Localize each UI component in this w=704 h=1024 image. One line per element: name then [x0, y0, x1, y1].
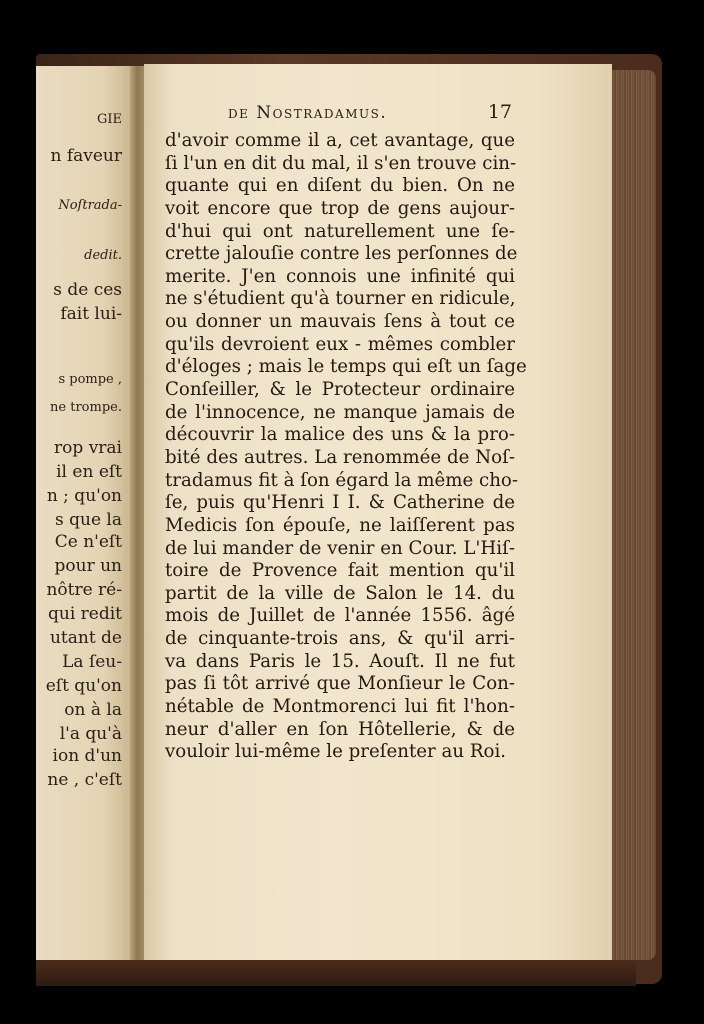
left-fragment: eſt qu'on	[45, 676, 122, 696]
page-header	[188, 103, 518, 129]
text-line: partit de la ville de Salon le 14. du	[165, 582, 515, 604]
page-number: 17	[487, 101, 512, 123]
running-head: de Nostradamus.	[228, 103, 388, 123]
text-line: crette jalouſie contre les perſonnes de	[165, 243, 518, 265]
page-edges	[612, 70, 656, 960]
left-fragment: Ce n'eſt	[54, 532, 122, 552]
left-fragment: s pompe ,	[58, 372, 122, 387]
text-line: vouloir lui-même le preſenter au Roi.	[165, 741, 507, 763]
left-fragment: pour un	[54, 556, 122, 576]
left-page	[36, 66, 132, 964]
left-fragment: qui redit	[47, 604, 122, 624]
left-fragment: Noſtrada-	[58, 198, 122, 213]
left-fragment: ion d'un	[52, 746, 122, 766]
text-line: ſe, puis qu'Henri I I. & Catherine de	[165, 492, 515, 514]
text-line: tradamus fit à ſon égard la même cho-	[165, 469, 519, 491]
text-line: nétable de Montmorenci lui fit l'hon-	[165, 696, 515, 718]
left-fragment: La ſeu-	[62, 652, 122, 672]
text-line: va dans Paris le 15. Aouſt. Il ne fut	[165, 650, 515, 672]
text-line: de cinquante-trois ans, & qu'il arri-	[165, 628, 515, 650]
text-line: ou donner un mauvais ſens à tout ce	[165, 311, 515, 333]
text-line: quante qui en diſent du bien. On ne	[165, 175, 515, 197]
left-fragment: dedit.	[84, 248, 122, 263]
left-fragment: fait lui-	[60, 304, 122, 324]
text-line: d'éloges ; mais le temps qui eſt un ſage	[165, 356, 527, 378]
text-line: ſi l'un en dit du mal, il s'en trouve cin-	[165, 152, 517, 174]
text-line: Medicis ſon épouſe, ne laiſſerent pas	[165, 514, 515, 536]
text-line: de l'innocence, ne manque jamais de	[165, 401, 515, 423]
left-fragment: n ; qu'on	[46, 486, 122, 506]
left-fragment: GIE	[96, 112, 122, 127]
text-line: d'hui qui ont naturellement une ſe-	[165, 220, 515, 242]
text-line: pas ſi tôt arrivé que Monſieur le Con-	[165, 673, 515, 695]
left-fragment: on à la	[64, 700, 122, 720]
left-fragment: rop vrai	[54, 438, 122, 458]
text-line: neur d'aller en ſon Hôtellerie, & de	[165, 718, 515, 740]
text-line: merite. J'en connois une infinité qui	[165, 265, 515, 287]
book-bottom-board	[36, 960, 636, 986]
left-fragment: l'a qu'à	[59, 724, 122, 744]
text-line: mois de Juillet de l'année 1556. âgé	[165, 605, 515, 627]
left-fragment: n faveur	[50, 146, 122, 166]
left-fragment: s de ces	[53, 280, 122, 300]
text-line: Conſeiller, & le Protecteur ordinaire	[165, 379, 515, 401]
text-line: toire de Provence fait mention qu'il	[165, 560, 515, 582]
left-fragment: nôtre ré-	[46, 580, 122, 600]
left-fragment: ne , c'eſt	[47, 770, 122, 790]
left-fragment: s que la	[55, 510, 122, 530]
text-line: de lui mander de venir en Cour. L'Hiſ-	[165, 537, 515, 559]
text-line: découvrir la malice des uns & la pro-	[165, 424, 515, 446]
left-fragment: il en eſt	[56, 462, 122, 482]
left-fragment: ne trompe.	[50, 400, 122, 415]
text-line: d'avoir comme il a, cet avantage, que	[165, 130, 515, 151]
text-line: qu'ils devroient eux - mêmes combler	[165, 333, 515, 355]
text-line: bité des autres. La renommée de Noſ-	[165, 446, 515, 468]
body-text	[165, 130, 527, 764]
left-fragment: utant de	[49, 628, 122, 648]
text-line: voit encore que trop de gens aujour-	[165, 197, 515, 219]
text-line: ne s'étudient qu'à tourner en ridicule,	[165, 288, 516, 310]
